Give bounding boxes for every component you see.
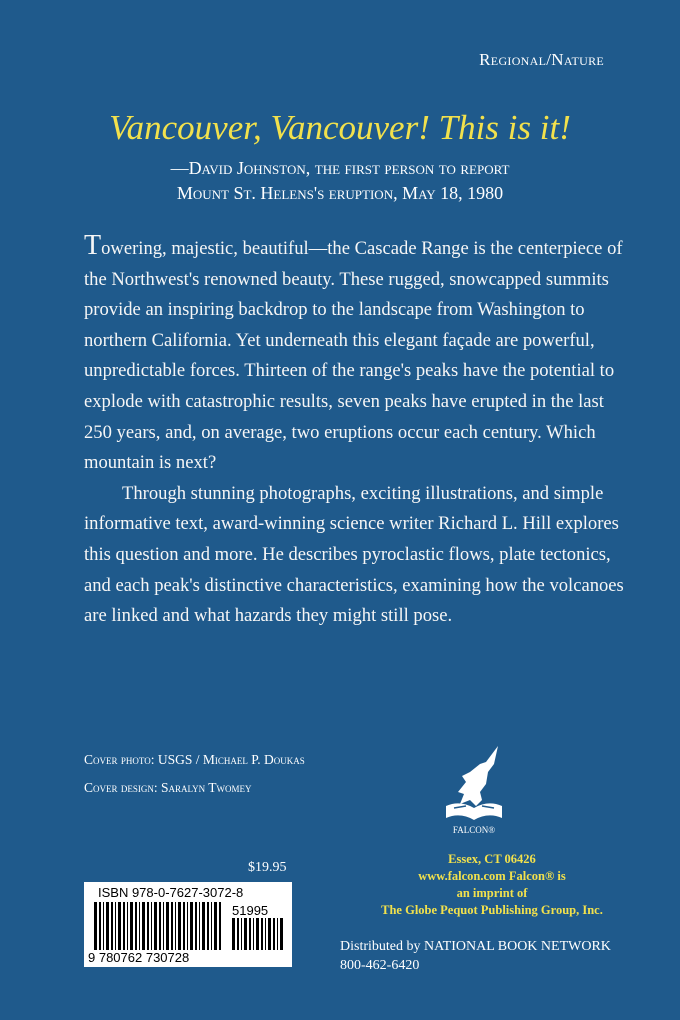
cover-photo-credit: Cover photo: USGS / Michael P. Doukas	[84, 752, 305, 767]
barcode-bar	[214, 902, 217, 950]
barcode-bar	[115, 902, 116, 950]
barcode-bar	[232, 918, 235, 950]
isbn-text: ISBN 978-0-7627-3072-8	[98, 885, 244, 900]
falcon-book-icon	[446, 803, 502, 820]
barcode-bar	[187, 902, 188, 950]
barcode-bar	[178, 902, 181, 950]
publisher-line-4: The Globe Pequot Publishing Group, Inc.	[381, 903, 603, 917]
barcode-digits: 9 780762 730728	[88, 950, 190, 965]
distributor-phone: 800-462-6420	[340, 958, 420, 973]
barcode-bar	[142, 902, 145, 950]
barcode-bar	[265, 918, 266, 950]
barcode-bar	[211, 902, 212, 950]
barcode-bar	[94, 902, 97, 950]
category-label: Regional/Nature	[479, 50, 604, 69]
barcode-bar	[207, 902, 209, 950]
barcode-bar	[130, 902, 133, 950]
barcode-main-bars	[94, 902, 222, 950]
barcode-bar	[241, 918, 242, 950]
barcode-bar	[190, 902, 193, 950]
barcode-bar	[261, 918, 263, 950]
barcode-bar	[159, 902, 161, 950]
price: $19.95	[248, 860, 287, 875]
description-paragraph-2: Through stunning photographs, exciting illustrations, and simple informative text, award-winning science writer Richard L. Hill explores this question and more. He describes pyroclastic flows, plate tectonics, and each peak's distinctive characteristics, examining how the volcanoes are linked and what hazards they might still pose.	[84, 482, 624, 627]
barcode-addon-digits: 51995	[232, 903, 269, 918]
barcode-bar	[237, 918, 239, 950]
barcode-bar	[219, 902, 221, 950]
publisher-line-3: an imprint of	[456, 886, 528, 900]
barcode-bar	[135, 902, 137, 950]
barcode-bar	[171, 902, 173, 950]
barcode-bar	[249, 918, 251, 950]
attribution-line-2: Mount St. Helens's eruption, May 18, 1980	[176, 183, 504, 203]
barcode-bar	[268, 918, 271, 950]
barcode-bar	[103, 902, 104, 950]
distributor-info	[340, 937, 611, 975]
falcon-bird-icon	[458, 746, 498, 806]
barcode-bar	[151, 902, 152, 950]
barcode-bar	[166, 902, 169, 950]
barcode-bar	[118, 902, 121, 950]
barcode-bar	[280, 918, 283, 950]
publisher-info	[352, 851, 632, 919]
barcode-bar	[195, 902, 197, 950]
barcode-bar	[139, 902, 140, 950]
barcode-bar	[273, 918, 275, 950]
paragraph-1-text: owering, majestic, beautiful—the Cascade Range is the centerpiece of the Northwest's renowned beauty. These rugged, snowcapped summits provide an inspiring backdrop to the landscape from Washington to northern California. Yet underneath this elegant façade are powerful, unpredictable forces. Thirteen of the range's peaks have the potential to explode with catastrophic results, seven peaks have erupted in the last 250 years, and, on average, two eruptions occur each century. Which mountain is next?	[84, 238, 623, 474]
pull-quote: Vancouver, Vancouver! This is it!	[109, 108, 571, 147]
barcode-bar	[106, 902, 109, 950]
description-body	[84, 230, 624, 632]
barcode	[84, 882, 292, 967]
barcode-bar	[199, 902, 200, 950]
barcode-bar	[244, 918, 247, 950]
barcode-bar	[111, 902, 113, 950]
barcode-bar	[123, 902, 125, 950]
barcode-bar	[147, 902, 149, 950]
barcode-bar	[277, 918, 278, 950]
barcode-bar	[202, 902, 205, 950]
barcode-addon-bars	[232, 918, 284, 950]
barcode-bar	[256, 918, 259, 950]
publisher-line-1: Essex, CT 06426	[448, 852, 536, 866]
falcon-logo-text: FALCON®	[452, 825, 496, 835]
drop-cap: T	[84, 230, 102, 261]
cover-design-credit: Cover design: Saralyn Twomey	[84, 780, 252, 795]
quote-attribution	[0, 156, 680, 206]
falcon-logo	[436, 742, 512, 838]
distributor-line-1: Distributed by NATIONAL BOOK NETWORK	[340, 939, 611, 954]
attribution-line-1: —David Johnston, the first person to report	[170, 158, 510, 178]
description-paragraph-1	[84, 230, 624, 479]
barcode-bar	[163, 902, 164, 950]
barcode-bar	[99, 902, 101, 950]
barcode-bar	[253, 918, 254, 950]
publisher-line-2: www.falcon.com Falcon® is	[418, 869, 566, 883]
barcode-bar	[127, 902, 128, 950]
barcode-bar	[183, 902, 185, 950]
barcode-bar	[154, 902, 157, 950]
barcode-bar	[175, 902, 176, 950]
